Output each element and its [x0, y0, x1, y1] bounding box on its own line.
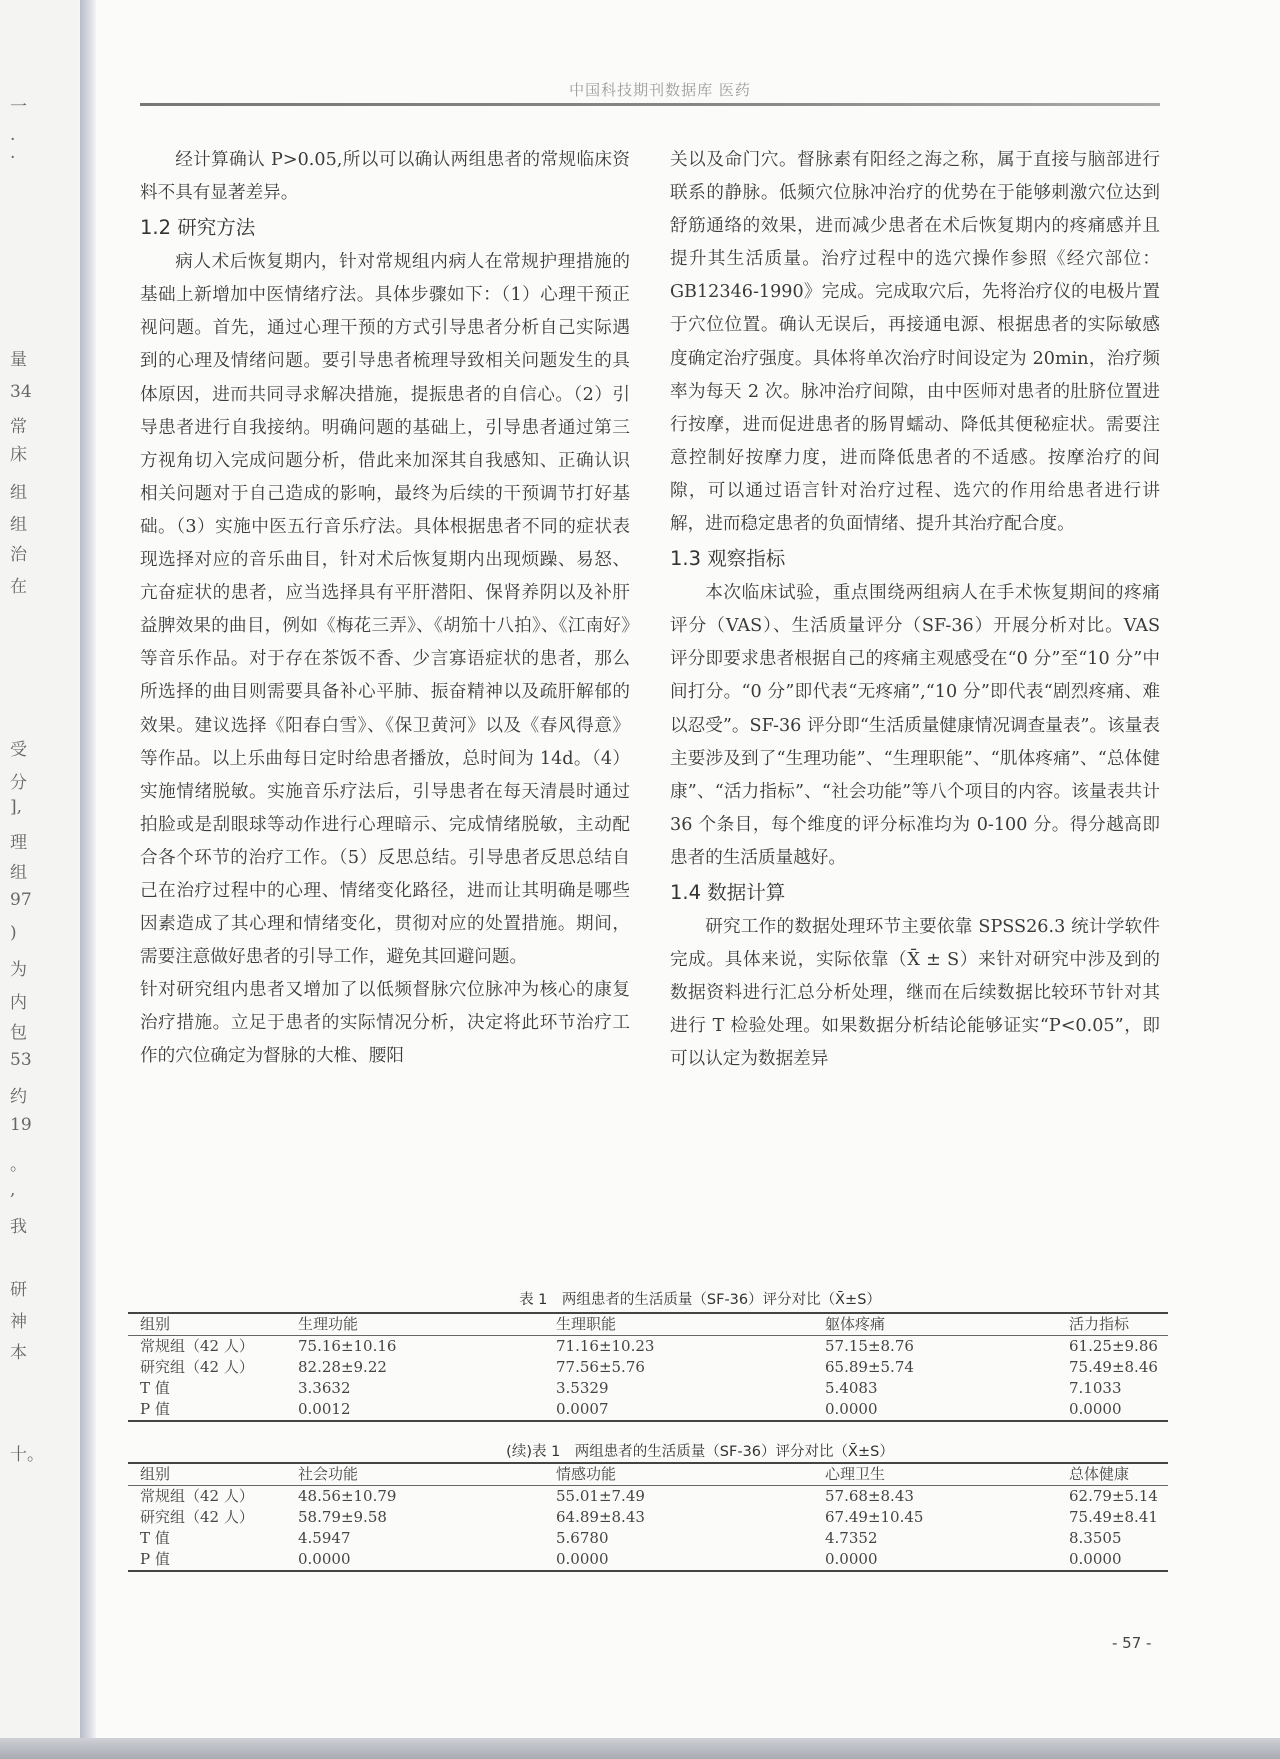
table-cell: 77.56±5.76 [556, 1358, 645, 1376]
margin-fragment: 97 [10, 890, 32, 910]
table-1-continued [128, 1462, 1168, 1572]
table-cell: 5.4083 [825, 1379, 878, 1397]
table-cell: 75.49±8.46 [1069, 1358, 1158, 1376]
table-cell: 0.0007 [556, 1400, 609, 1418]
table-cell: 75.49±8.41 [1069, 1508, 1158, 1526]
right-column [670, 144, 1160, 1076]
column-header: 社会功能 [298, 1465, 359, 1483]
table-row [128, 1378, 1168, 1399]
row-label: 常规组（42 人） [140, 1337, 254, 1355]
table-row [128, 1399, 1168, 1421]
table-cell: 64.89±8.43 [556, 1508, 645, 1526]
row-label: 研究组（42 人） [140, 1358, 254, 1376]
margin-fragment: 本 [10, 1343, 27, 1363]
margin-fragment: 我 [10, 1217, 27, 1237]
table-row [128, 1486, 1168, 1508]
paragraph: 病人术后恢复期内，针对常规组内病人在常规护理措施的基础上新增加中医情绪疗法。具体步骤如下：（1）心理干预正视问题。首先，通过心理干预的方式引导患者分析自己实际遇到的心理及情绪问题。要引导患者梳理导致相关问题发生的具体原因，进而共同寻求解决措施，提振患者的自信心。（2）引导患者进行自我接纳。明确问题的基础上，引导患者通过第三方视角切入完成问题分析，借此来加深其自我感知、正确认识相关问题对于自己造成的影响，最终为后续的干预调节打好基础。（3）实施中医五行音乐疗法。具体根据患者不同的症状表现选择对应的音乐曲目，针对术后恢复期内出现烦躁、易怒、亢奋症状的患者，应当选择具有平肝潜阳、保肾养阴以及补肝益脾效果的曲目，例如《梅花三弄》、《胡笳十八拍》、《江南好》等音乐作品。对于存在茶饭不香、少言寡语症状的患者，那么所选择的曲目则需要具备补心平肺、振奋精神以及疏肝解郁的效果。建议选择《阳春白雪》、《保卫黄河》以及《春风得意》等作品。以上乐曲每日定时给患者播放，总时间为 14d。（4）实施情绪脱敏。实施音乐疗法后，引导患者在每天清晨时通过拍脸或是刮眼球等动作进行心理暗示、完成情绪脱敏，主动配合各个环节的治疗工作。（5）反思总结。引导患者反思总结自己在治疗过程中的心理、情绪变化路径，进而让其明确是哪些因素造成了其心理和情绪变化，贯彻对应的处置措施。期间，需要注意做好患者的引导工作，避免其回避问题。 [140, 252, 630, 968]
margin-fragment: 在 [10, 577, 27, 597]
table-cell: 0.0000 [1069, 1550, 1122, 1568]
table-cell: 0.0000 [825, 1400, 878, 1418]
row-label: T 值 [140, 1379, 170, 1397]
table-cell: 3.5329 [556, 1379, 609, 1397]
column-header: 活力指标 [1069, 1315, 1130, 1333]
margin-fragment: ) [10, 923, 17, 943]
column-header: 生理职能 [556, 1315, 617, 1333]
scan-bottom-edge [0, 1738, 1280, 1759]
table-row [128, 1336, 1168, 1358]
table-cell: 8.3505 [1069, 1529, 1122, 1547]
margin-fragment: 包 [10, 1023, 27, 1043]
table-cell: 48.56±10.79 [298, 1487, 397, 1505]
column-header: 组别 [140, 1465, 171, 1483]
column-header: 躯体疼痛 [825, 1315, 886, 1333]
left-column [140, 144, 630, 1074]
margin-fragment: 19 [10, 1115, 32, 1135]
column-header: 总体健康 [1069, 1465, 1130, 1483]
table-cell: 62.79±5.14 [1069, 1487, 1158, 1505]
margin-fragment: 约 [10, 1087, 27, 1107]
margin-fragment: , [10, 1180, 16, 1200]
margin-fragment: 组 [10, 863, 27, 883]
column-header: 心理卫生 [825, 1465, 886, 1483]
table-cell: 57.15±8.76 [825, 1337, 914, 1355]
section-heading: 1.4 数据计算 [670, 880, 786, 904]
table-row [128, 1507, 1168, 1528]
margin-fragment: 。 [10, 1155, 27, 1175]
margin-fragment: · [10, 148, 16, 168]
row-label: P 值 [140, 1550, 170, 1568]
margin-fragment: 研 [10, 1280, 27, 1300]
margin-fragment: 分 [10, 773, 27, 793]
paragraph: 经计算确认 P>0.05,所以可以确认两组患者的常规临床资料不具有显著差异。 [140, 150, 630, 204]
margin-fragment: 组 [10, 515, 27, 535]
margin-fragment: 组 [10, 483, 27, 503]
table-cell: 4.5947 [298, 1529, 351, 1547]
margin-fragment: 一 [10, 97, 27, 117]
table-cell: 4.7352 [825, 1529, 878, 1547]
table-1-continued-caption: (续)表 1 两组患者的生活质量（SF-36）评分对比（X̄±S） [506, 1444, 894, 1460]
margin-fragment: 理 [10, 833, 27, 853]
page-number: - 57 - [1112, 1634, 1152, 1652]
paragraph: 研究工作的数据处理环节主要依靠 SPSS26.3 统计学软件完成。具体来说，实际依靠（X̄ ± S）来针对研究中涉及到的数据资料进行汇总分析处理，继而在后续数据比较环节针对其进行 T 检验处理。如果数据分析结论能够证实“P<0.05”，即可以认定为数据差异 [670, 916, 1160, 1070]
book-spine-shadow [80, 0, 96, 1740]
table-row [128, 1357, 1168, 1378]
row-label: 研究组（42 人） [140, 1508, 254, 1526]
table-cell: 0.0000 [825, 1550, 878, 1568]
table-cell: 71.16±10.23 [556, 1337, 655, 1355]
table-header-row [128, 1313, 1168, 1336]
header-rule [140, 103, 1160, 106]
margin-fragment: 53 [10, 1050, 32, 1070]
table-cell: 7.1033 [1069, 1379, 1122, 1397]
paragraph: 本次临床试验，重点围绕两组病人在手术恢复期间的疼痛评分（VAS）、生活质量评分（SF-36）开展分析对比。VAS 评分即要求患者根据自己的疼痛主观感受在“0 分”至“10 分”中间打分。“0 分”即代表“无疼痛”,“10 分”即代表“剧烈疼痛、难以忍受”。SF-36 评分即“生活质量健康情况调查量表”。该量表主要涉及到了“生理功能”、“生理职能”、“肌体疼痛”、“总体健康”、“活力指标”、“社会功能”等八个项目的内容。该量表共计 36 个条目，每个维度的评分标准均为 0-100 分。得分越高即患者的生活质量越好。 [670, 583, 1160, 868]
paragraph: 关以及命门穴。督脉素有阳经之海之称，属于直接与脑部进行联系的静脉。低频穴位脉冲治疗的优势在于能够刺激穴位达到舒筋通络的效果，进而减少患者在术后恢复期内的疼痛感并且提升其生活质量。治疗过程中的选穴操作参照《经穴部位：GB12346-1990》完成。完成取穴后，先将治疗仪的电极片置于穴位位置。确认无误后，再接通电源、根据患者的实际敏感度确定治疗强度。具体将单次治疗时间设定为 20min，治疗频率为每天 2 次。脉冲治疗间隙，由中医师对患者的肚脐位置进行按摩，进而促进患者的肠胃蠕动、降低其便秘症状。需要注意控制好按摩力度，进而降低患者的不适感。按摩治疗的间隙，可以通过语言针对治疗过程、选穴的作用给患者进行讲解，进而稳定患者的负面情绪、提升其治疗配合度。 [670, 150, 1160, 535]
margin-fragment: 神 [10, 1312, 27, 1332]
margin-fragment: ], [10, 797, 23, 817]
margin-fragment: 治 [10, 545, 27, 565]
table-cell: 0.0000 [556, 1550, 609, 1568]
table-cell: 75.16±10.16 [298, 1337, 397, 1355]
table-cell: 57.68±8.43 [825, 1487, 914, 1505]
row-label: T 值 [140, 1529, 170, 1547]
table-row [128, 1528, 1168, 1549]
margin-fragment: 内 [10, 993, 27, 1013]
table-cell: 65.89±5.74 [825, 1358, 914, 1376]
margin-fragment: 34 [10, 382, 32, 402]
row-label: 常规组（42 人） [140, 1487, 254, 1505]
table-header-row [128, 1463, 1168, 1486]
table-cell: 58.79±9.58 [298, 1508, 387, 1526]
table-cell: 0.0000 [1069, 1400, 1122, 1418]
paragraph: 针对研究组内患者又增加了以低频督脉穴位脉冲为核心的康复治疗措施。立足于患者的实际情况分析，决定将此环节治疗工作的穴位确定为督脉的大椎、腰阳 [140, 980, 630, 1067]
margin-fragment: 十。 [10, 1445, 44, 1465]
column-header: 情感功能 [556, 1465, 617, 1483]
running-header: 中国科技期刊数据库 医药 [569, 81, 751, 99]
column-header: 组别 [140, 1315, 171, 1333]
section-heading: 1.3 观察指标 [670, 547, 786, 571]
margin-fragment: 为 [10, 960, 27, 980]
table-row [128, 1549, 1168, 1571]
table-1-caption: 表 1 两组患者的生活质量（SF-36）评分对比（X̄±S） [519, 1292, 881, 1308]
margin-fragment: 量 [10, 350, 27, 370]
table-cell: 61.25±9.86 [1069, 1337, 1158, 1355]
section-heading: 1.2 研究方法 [140, 216, 256, 240]
table-cell: 3.3632 [298, 1379, 351, 1397]
table-cell: 55.01±7.49 [556, 1487, 645, 1505]
row-label: P 值 [140, 1400, 170, 1418]
table-1 [128, 1312, 1168, 1422]
margin-fragment: 床 [10, 445, 27, 465]
column-header: 生理功能 [298, 1315, 359, 1333]
table-cell: 0.0012 [298, 1400, 351, 1418]
margin-fragment: 常 [10, 417, 27, 437]
table-cell: 0.0000 [298, 1550, 351, 1568]
table-cell: 5.6780 [556, 1529, 609, 1547]
margin-fragment: · [10, 130, 16, 150]
table-cell: 82.28±9.22 [298, 1358, 387, 1376]
margin-fragment: 受 [10, 740, 27, 760]
table-cell: 67.49±10.45 [825, 1508, 924, 1526]
